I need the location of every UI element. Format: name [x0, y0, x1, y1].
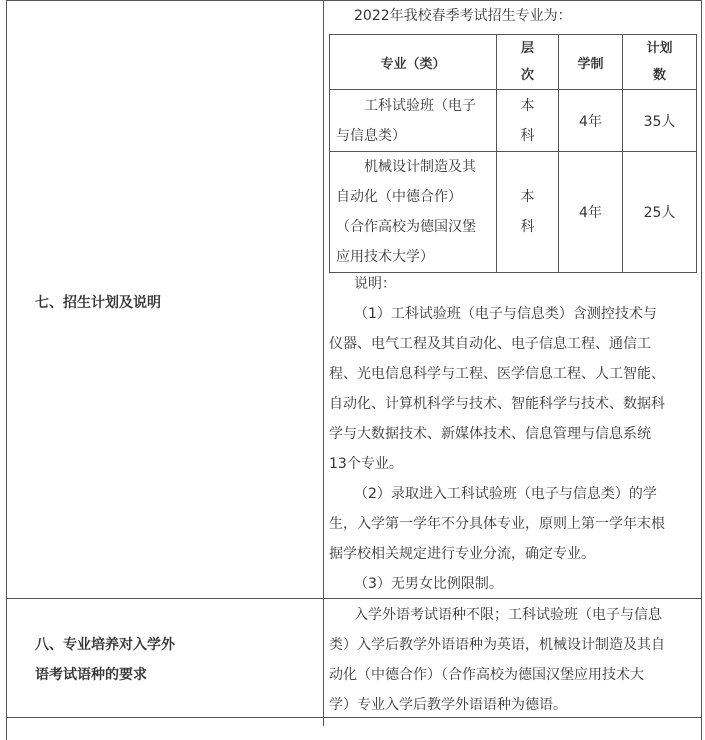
notes-line: （2）录取进入工科试验班（电子与信息类）的学: [354, 486, 657, 502]
enrollment-plan-table: [329, 34, 697, 273]
language-line: 类）入学后教学外语语种为英语，机械设计制造及其自: [329, 637, 665, 653]
language-line: 动化（中德合作）（合作高校为德国汉堡应用技术大: [329, 667, 644, 683]
notes-title: 说明：: [354, 276, 396, 292]
notes-line: 生，入学第一学年不分具体专业，原则上第一学年末根: [329, 516, 665, 532]
section-7-label: 七、招生计划及说明: [35, 295, 161, 311]
major-cell: 工科试验班（电子 与信息类）: [330, 90, 497, 152]
section-8-label-line: 八、专业培养对入学外: [35, 637, 175, 653]
years-cell: 4年: [559, 90, 623, 152]
notes-line: （1）工科试验班（电子与信息类）含测控技术与: [354, 306, 657, 322]
section-8-label-line: 语考试语种的要求: [35, 667, 147, 683]
language-line: 入学外语考试语种不限；工科试验班（电子与信息: [354, 607, 662, 623]
plan-cell: 25人: [623, 152, 697, 273]
header-plan: 计划 数: [623, 35, 697, 90]
table-top-border: [6, 0, 702, 1]
notes-line: 程、光电信息科学与工程、医学信息工程、人工智能、: [329, 366, 665, 382]
years-cell: 4年: [559, 152, 623, 273]
table-row: [330, 152, 697, 273]
level-cell: 本 科: [497, 152, 559, 273]
notes-line: 13个专业。: [329, 456, 403, 472]
header-years: 学制: [559, 35, 623, 90]
plan-intro: 2022年我校春季考试招生专业为：: [354, 8, 572, 24]
major-cell: 机械设计制造及其 自动化（中德合作） （合作高校为德国汉堡 应用技术大学）: [330, 152, 497, 273]
notes-line: （3）无男女比例限制。: [354, 576, 503, 592]
notes-line: 据学校相关规定进行专业分流，确定专业。: [329, 546, 595, 562]
column-divider: [323, 0, 324, 726]
header-major: 专业（类）: [330, 35, 497, 90]
plan-cell: 35人: [623, 90, 697, 152]
notes-line: 自动化、计算机科学与技术、智能科学与技术、数据科: [329, 396, 665, 412]
table-header-row: [330, 35, 697, 90]
table-row: [330, 90, 697, 152]
notes-line: 仪器、电气工程及其自动化、电子信息工程、通信工: [329, 336, 651, 352]
level-cell: 本 科: [497, 90, 559, 152]
header-level: 层 次: [497, 35, 559, 90]
language-line: 学）专业入学后教学外语语种为德语。: [329, 697, 567, 713]
notes-line: 学与大数据技术、新媒体技术、信息管理与信息系统: [329, 426, 651, 442]
